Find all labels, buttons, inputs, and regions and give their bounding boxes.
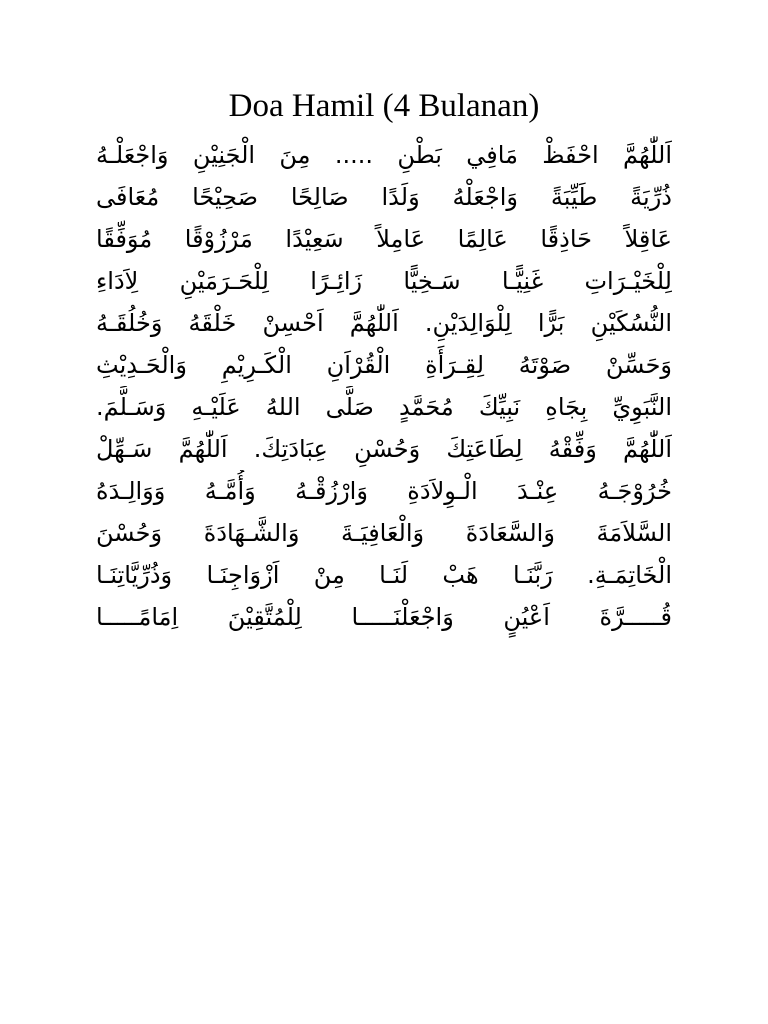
page-title: Doa Hamil (4 Bulanan) xyxy=(228,88,540,124)
prayer-line: عَاقِلاً حَاذِقًا عَالِمًا عَامِلاً سَعِيْدًا مَرْزُوْقًا مُوَفِّقًا xyxy=(96,225,672,253)
prayer-line: خُرُوْجَـهُ عِنْـدَ الْـوِلاَدَةِ وَارْزُقْـهُ وَأُمَّـهُ وَوَالِـدَهُ xyxy=(96,477,672,505)
prayer-line: قُـــــرَّةَ اَعْيُنٍ وَاجْعَلْنَـــــا لِلْمُتَّقِيْنَ اِمَامًـــــا xyxy=(96,603,672,631)
prayer-line: الْخَاتِمَـةِ. رَبَّنَـا هَبْ لَنَـا مِنْ اَزْوَاجِنَـا وَذُرِّيَّاتِنَـا xyxy=(96,561,672,589)
prayer-line: النَّبَوِيِّ بِجَاهِ نَبِيِّكَ مُحَمَّدٍ صَلَّى اللهُ عَلَيْـهِ وَسَـلَّمَ. xyxy=(96,393,672,421)
prayer-line: اَللّٰهُمَّ وَفِّقْهُ لِطَاعَتِكَ وَحُسْنِ عِبَادَتِكَ. اَللّٰهُمَّ سَـهِّلْ xyxy=(96,435,672,463)
prayer-line: لِلْخَيْـرَاتِ غَنِيًّـا سَـخِيًّا زَائِـرًا لِلْحَـرَمَيْنِ لِاَدَاءِ xyxy=(96,267,672,295)
prayer-line: السَّلاَمَةَ وَالسَّعَادَةَ وَالْعَافِيَـةَ وَالشَّـهَادَةَ وَحُسْنَ xyxy=(96,519,672,547)
prayer-line: ذُرِّيَةً طَيِّبَةً وَاجْعَلْهُ وَلَدًا صَالِحًا صَحِيْحًا مُعَافَى xyxy=(96,183,672,211)
prayer-line: وَحَسِّنْ صَوْتَهُ لِقِـرَأَةِ الْقُرْاَنِ الْكَـرِيْمِ وَالْحَـدِيْثِ xyxy=(96,351,672,379)
prayer-line: النُّسُكَيْنِ بَرًّا لِلْوَالِدَيْنِ. اَللّٰهُمَّ اَحْسِنْ خَلْقَهُ وَخُلُقَـهُ xyxy=(96,309,672,337)
prayer-text xyxy=(96,134,672,638)
prayer-line: اَللّٰهُمَّ احْفَظْ مَافِي بَطْنِ ..... مِنَ الْجَنِيْنِ وَاجْعَلْـهُ xyxy=(96,141,672,169)
